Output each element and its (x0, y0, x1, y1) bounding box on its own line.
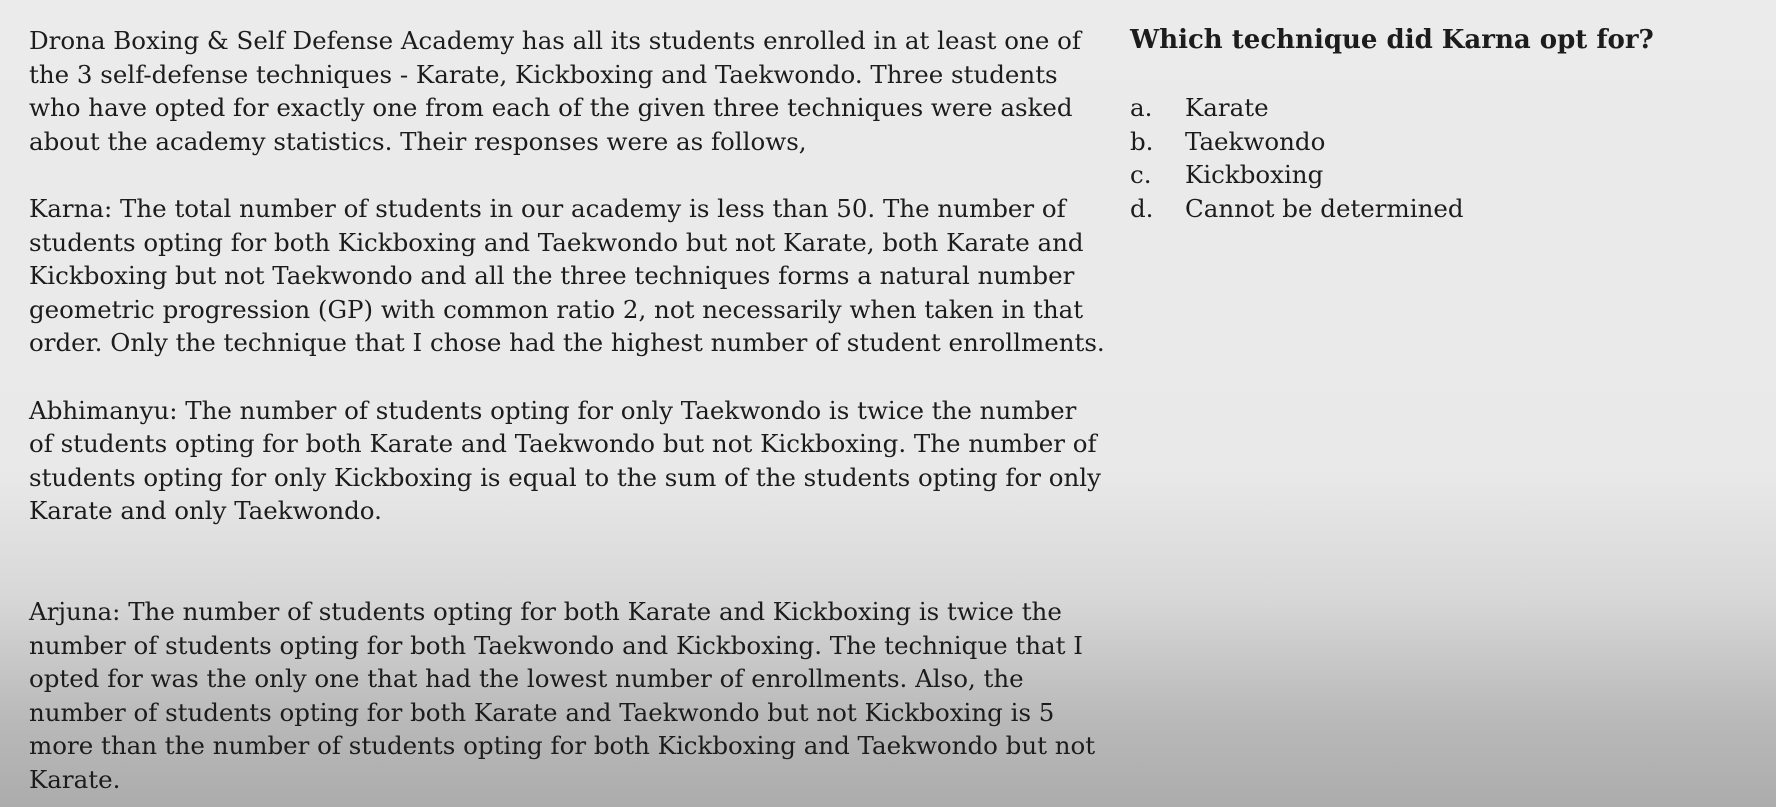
option-a[interactable] (1130, 91, 1760, 125)
passage-intro: Drona Boxing & Self Defense Academy has all its students enrolled in at least one of the 3 self-defense techniques - Karate, Kickboxing and Taekwondo. Three students who have opted for exactly one from each of the given three techniques were asked about the academy statistics. Their responses were as follows, (29, 26, 1081, 156)
question-text: Which technique did Karna opt for? (1130, 25, 1654, 55)
question-panel (1130, 24, 1760, 226)
arjuna-statement: Arjuna: The number of students opting for both Karate and Kickboxing is twice the number of students opting for both Taekwondo and Kickboxing. The technique that I opted for was the only one that had the lowest number of enrollments. Also, the number of students opting for both Karate and Taekwondo but not Kickboxing is 5 more than the number of students opting for both Kickboxing and Taekwondo but not Karate. (29, 596, 1096, 794)
option-letter: d. (1130, 193, 1154, 223)
passage (29, 24, 1109, 796)
option-label: Cannot be determined (1185, 193, 1464, 223)
option-label: Kickboxing (1185, 160, 1324, 190)
abhimanyu-statement: Abhimanyu: The number of students opting for only Taekwondo is twice the number of students opting for both Karate and Taekwondo but not Kickboxing. The number of students opting for only Kickboxing is equal to the sum of the students opting for only Karate and only Taekwondo. (29, 395, 1101, 526)
option-label: Taekwondo (1185, 126, 1326, 156)
option-d[interactable] (1130, 192, 1760, 226)
karna-statement: Karna: The total number of students in our academy is less than 50. The number of students opting for both Kickboxing and Taekwondo but not Karate, both Karate and Kickboxing but not Taekwondo and all the three techniques forms a natural number geometric progression (GP) with common ratio 2, not necessarily when taken in that order. Only the technique that I chose had the highest number of student enrollments. (29, 193, 1105, 358)
answer-options (1130, 91, 1760, 225)
option-letter: b. (1130, 126, 1154, 156)
paragraph-gap (29, 158, 1109, 192)
option-label: Karate (1185, 93, 1269, 123)
paragraph-gap (29, 360, 1109, 394)
option-letter: a. (1130, 93, 1153, 123)
paragraph-gap (29, 528, 1109, 595)
option-b[interactable] (1130, 125, 1760, 159)
option-c[interactable] (1130, 158, 1760, 192)
option-letter: c. (1130, 160, 1152, 190)
